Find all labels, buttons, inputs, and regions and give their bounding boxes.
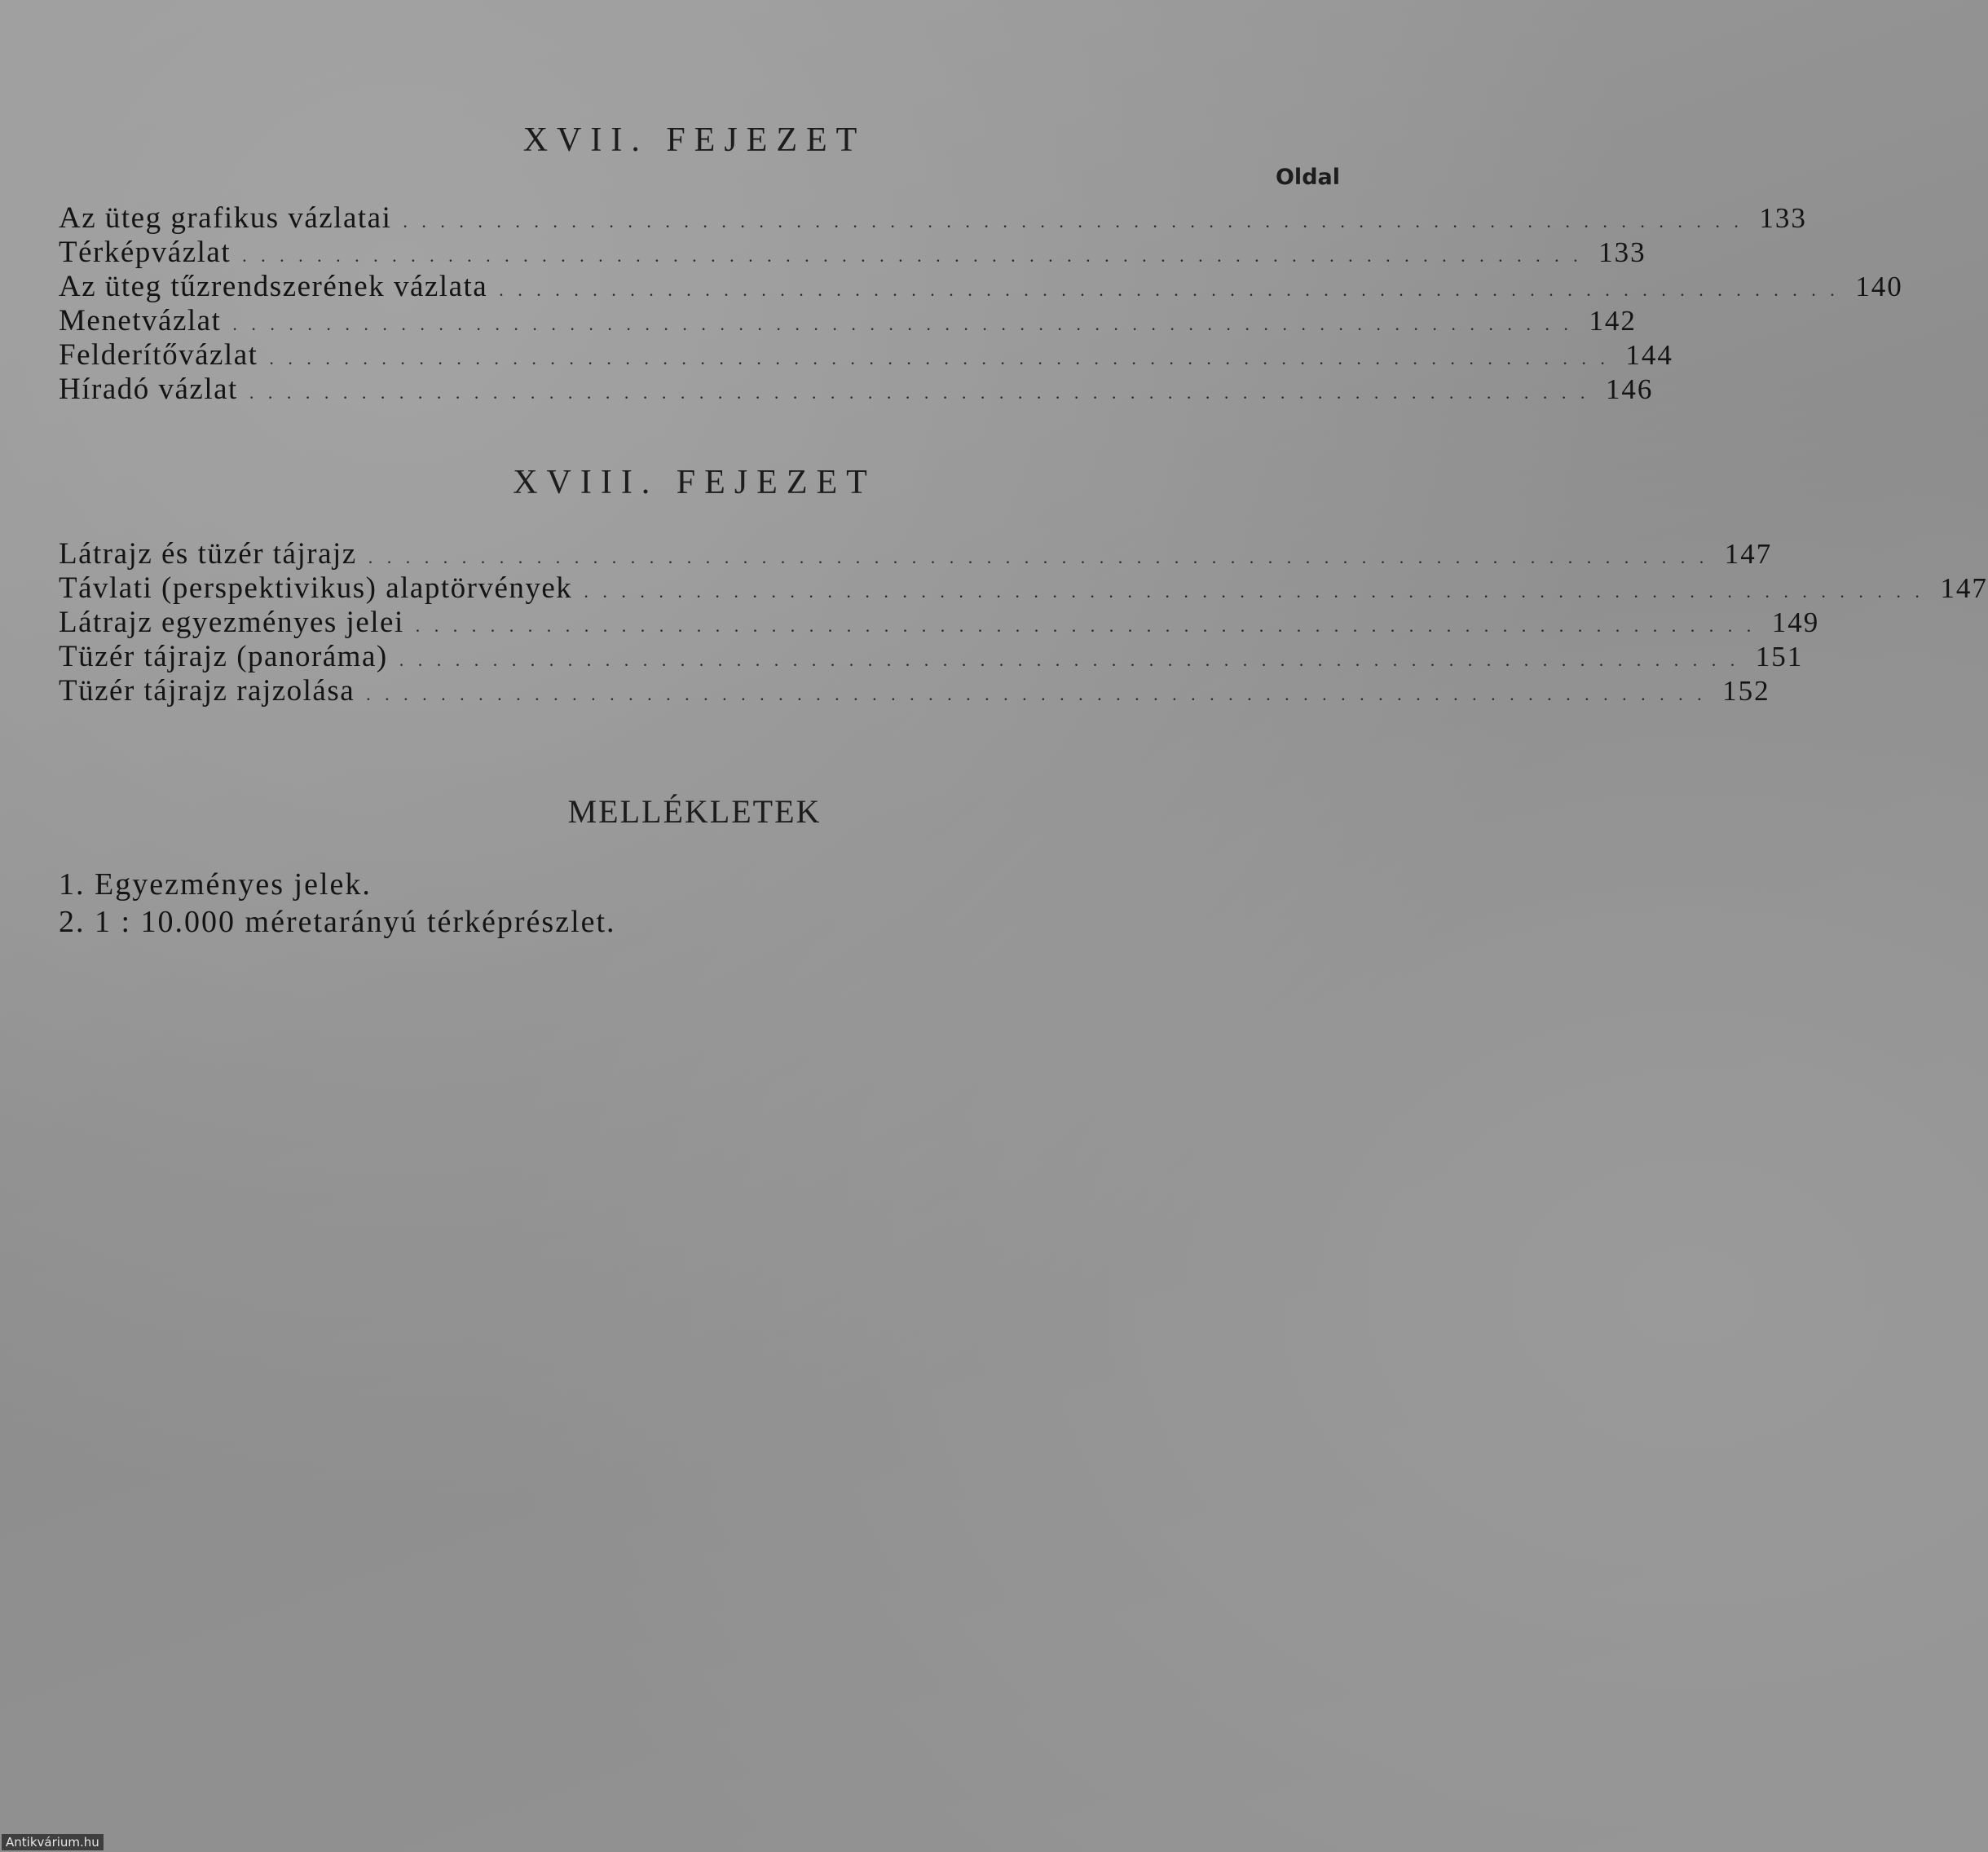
chapter-17-heading: XVII. FEJEZET — [522, 121, 866, 159]
toc-entry — [59, 337, 1673, 372]
toc-entry-title: Tüzér tájrajz rajzolása — [59, 674, 355, 708]
page-column-label: Oldal — [1275, 165, 1340, 190]
toc-entry — [59, 303, 1637, 337]
toc-entry-title: Látrajz egyezményes jelei — [59, 606, 404, 639]
toc-entry-title: Az üteg grafikus vázlatai — [59, 201, 392, 235]
dot-leader: . . . . . . . . . . . . . . . . . . . . . . . . . . . . . . . . . . . . . . . . . . . . . . . . . . . . . . . . . . . . . . . . . . . . . . . . — [399, 650, 1740, 670]
toc-entry — [59, 536, 1773, 571]
toc-entry-title: Felderítővázlat — [59, 338, 258, 372]
dot-leader: . . . . . . . . . . . . . . . . . . . . . . . . . . . . . . . . . . . . . . . . . . . . . . . . . . . . . . . . . . . . . . . . . . . . . . . . — [415, 615, 1757, 636]
toc-entry-title: Híradó vázlat — [59, 373, 238, 406]
appendix-list — [59, 866, 1037, 941]
dot-leader: . . . . . . . . . . . . . . . . . . . . . . . . . . . . . . . . . . . . . . . . . . . . . . . . . . . . . . . . . . . . . . . . . . . . . . . . — [242, 245, 1583, 266]
toc-page-number: 151 — [1755, 641, 1804, 672]
toc-entry-title: Az üteg tűzrendszerének vázlata — [59, 270, 488, 303]
toc-page-number: 133 — [1598, 236, 1646, 268]
appendices-heading: MELLÉKLETEK — [567, 793, 822, 830]
dot-leader: . . . . . . . . . . . . . . . . . . . . . . . . . . . . . . . . . . . . . . . . . . . . . . . . . . . . . . . . . . . . . . . . . . . . . . . . — [499, 280, 1840, 300]
dot-leader: . . . . . . . . . . . . . . . . . . . . . . . . . . . . . . . . . . . . . . . . . . . . . . . . . . . . . . . . . . . . . . . . . . . . . . . . — [368, 547, 1709, 567]
appendix-item: 1. Egyezményes jelek. — [59, 867, 372, 902]
toc-entry — [59, 605, 1820, 639]
toc-page-number: 140 — [1855, 271, 1903, 302]
toc-entry — [59, 571, 1988, 605]
dot-leader: . . . . . . . . . . . . . . . . . . . . . . . . . . . . . . . . . . . . . . . . . . . . . . . . . . . . . . . . . . . . . . . . . . . . . . . . — [269, 348, 1610, 368]
toc-page-number: 152 — [1722, 675, 1770, 707]
toc-entry-title: Tüzér tájrajz (panoráma) — [59, 640, 388, 673]
toc-entry-title: Látrajz és tüzér tájrajz — [59, 537, 357, 571]
toc-page-number: 147 — [1940, 572, 1988, 604]
chapter-18-toc — [59, 536, 1988, 708]
dot-leader: . . . . . . . . . . . . . . . . . . . . . . . . . . . . . . . . . . . . . . . . . . . . . . . . . . . . . . . . . . . . . . . . . . . . . . . . — [249, 382, 1590, 403]
toc-page-number: 144 — [1625, 339, 1673, 371]
toc-entry-title: Távlati (perspektivikus) alaptörvények — [59, 571, 573, 605]
toc-page-number: 146 — [1605, 373, 1654, 405]
toc-entry — [59, 372, 1654, 406]
toc-entry — [59, 235, 1646, 269]
toc-page-number: 147 — [1724, 538, 1773, 570]
toc-page-number: 142 — [1589, 305, 1637, 337]
toc-page-number: 133 — [1759, 202, 1807, 234]
toc-entry — [59, 269, 1903, 303]
dot-leader: . . . . . . . . . . . . . . . . . . . . . . . . . . . . . . . . . . . . . . . . . . . . . . . . . . . . . . . . . . . . . . . . . . . . . . . . — [584, 581, 1924, 602]
dot-leader: . . . . . . . . . . . . . . . . . . . . . . . . . . . . . . . . . . . . . . . . . . . . . . . . . . . . . . . . . . . . . . . . . . . . . . . . — [403, 211, 1743, 232]
toc-entry-title: Menetvázlat — [59, 304, 222, 337]
toc-entry — [59, 673, 1770, 708]
chapter-18-heading: XVIII. FEJEZET — [513, 464, 876, 501]
toc-page-number: 149 — [1771, 606, 1820, 638]
dot-leader: . . . . . . . . . . . . . . . . . . . . . . . . . . . . . . . . . . . . . . . . . . . . . . . . . . . . . . . . . . . . . . . . . . . . . . . . — [232, 314, 1573, 334]
toc-entry-title: Térképvázlat — [59, 236, 231, 269]
toc-entry — [59, 639, 1804, 673]
appendix-item: 2. 1 : 10.000 méretarányú térképrészlet. — [59, 905, 616, 939]
chapter-17-toc — [59, 201, 1903, 406]
watermark: Antikvárium.hu — [2, 1834, 104, 1850]
toc-entry — [59, 201, 1807, 235]
dot-leader: . . . . . . . . . . . . . . . . . . . . . . . . . . . . . . . . . . . . . . . . . . . . . . . . . . . . . . . . . . . . . . . . . . . . . . . . — [366, 684, 1707, 704]
